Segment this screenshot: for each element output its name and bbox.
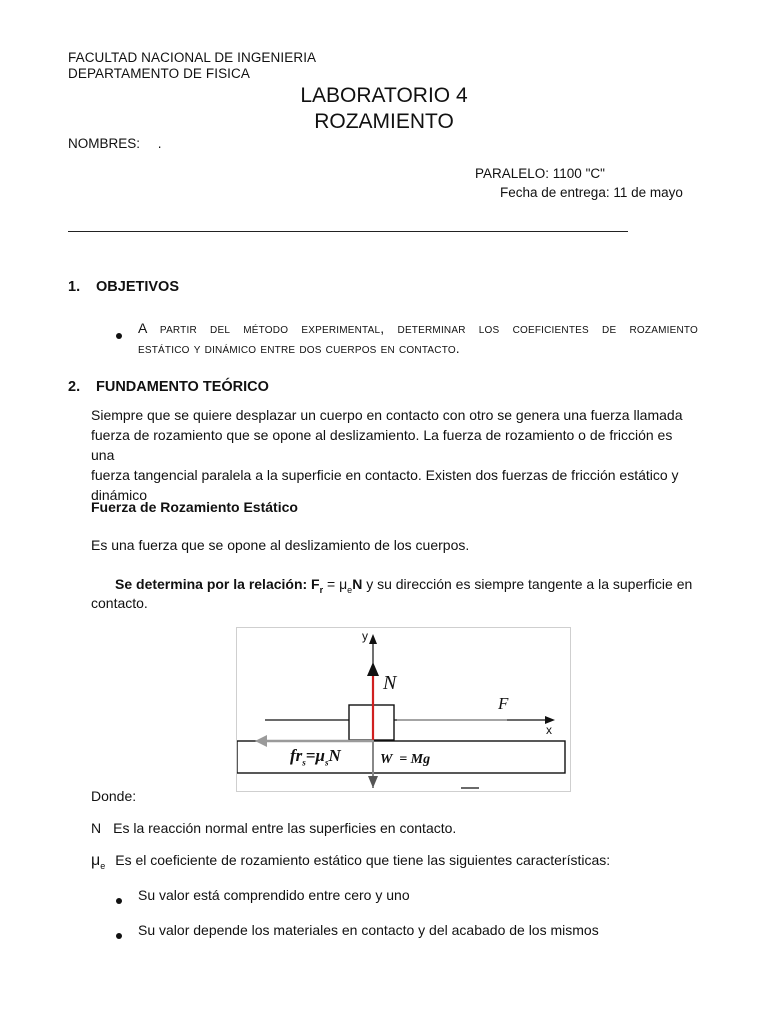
- friction-force-label: [290, 746, 341, 767]
- relation-line-2: contacto.: [91, 595, 148, 611]
- block-body: [349, 705, 394, 740]
- definition-mu: [91, 852, 610, 871]
- n-symbol: N: [91, 820, 102, 836]
- subheading-static-friction: Fuerza de Rozamiento Estático: [91, 499, 298, 515]
- relation-sub-e: e: [347, 584, 353, 595]
- relation-bold: Se determina por la relación: F: [115, 576, 320, 592]
- names-row: [68, 136, 162, 151]
- applied-force-label: F: [498, 694, 509, 713]
- section-number: 2.: [68, 379, 81, 395]
- friction-label-n: N: [328, 746, 341, 765]
- friction-label-sub: s: [302, 757, 306, 768]
- paralelo: PARALELO: 1100 "C": [475, 166, 605, 181]
- friction-label-fr: fr: [290, 746, 303, 765]
- theory-line: Siempre que se quiere desplazar un cuerpo en contacto con otro se genera una fuerza llamada: [91, 407, 683, 423]
- mu-symbol: μ: [91, 852, 101, 869]
- section-number: 1.: [68, 279, 81, 295]
- definition-n: [91, 820, 456, 836]
- x-axis-label: x: [546, 723, 552, 737]
- section-objetivos: [68, 279, 179, 295]
- theory-line: fuerza de rozamiento que se opone al deslizamiento. La fuerza de rozamiento o de fricción es una: [91, 427, 673, 463]
- characteristic-item: Su valor depende los materiales en contacto y del acabado de los mismos: [138, 922, 599, 938]
- header-divider: [68, 231, 628, 232]
- relation-eq: = μ: [323, 576, 348, 592]
- donde-label: Donde:: [91, 788, 137, 804]
- friction-diagram: [236, 627, 571, 792]
- lab-subtitle: ROZAMIENTO: [314, 110, 454, 133]
- relation-n: N: [352, 576, 363, 592]
- objective-line-2: estático y dinámico entre dos cuerpos en contacto.: [138, 340, 460, 356]
- objective-bullet-icon: [116, 326, 122, 344]
- objective-text: [138, 318, 698, 358]
- weight-arrowhead: [368, 776, 378, 788]
- n-text: Es la reacción normal entre las superficies en contacto.: [113, 820, 457, 836]
- faculty-name: FACULTAD NACIONAL DE INGENIERIA: [68, 50, 317, 65]
- objective-line-1: A partir del método experimental, determinar los coeficientes de rozamiento: [138, 320, 698, 336]
- relation-sub-r: r: [319, 584, 324, 595]
- friction-label-sub2: s: [324, 757, 329, 768]
- y-axis-label: y: [362, 629, 368, 643]
- lab-title: LABORATORIO 4: [300, 84, 468, 107]
- theory-line: fuerza tangencial paralela a la superficie en contacto. Existen dos fuerzas de fricción estático y: [91, 467, 679, 483]
- section-title: FUNDAMENTO TEÓRICO: [96, 379, 269, 395]
- names-value: .: [157, 136, 162, 151]
- theory-line: dinámico: [91, 487, 148, 503]
- weight-label: W = Mg: [380, 752, 431, 767]
- bullet-icon: [116, 891, 122, 909]
- friction-label-eq: =μ: [305, 746, 325, 765]
- department-name: DEPARTAMENTO DE FISICA: [68, 66, 250, 81]
- due-date: Fecha de entrega: 11 de mayo: [500, 185, 683, 200]
- characteristic-item: Su valor está comprendido entre cero y uno: [138, 887, 410, 903]
- y-axis-arrowhead: [369, 634, 377, 644]
- names-label: NOMBRES:: [68, 136, 141, 151]
- section-title: OBJETIVOS: [96, 279, 179, 295]
- static-friction-definition: Es una fuerza que se opone al deslizamiento de los cuerpos.: [91, 537, 470, 553]
- theory-paragraph: [91, 405, 699, 505]
- mu-sub: e: [100, 860, 106, 871]
- normal-force-label: N: [383, 672, 397, 694]
- mu-text: Es el coeficiente de rozamiento estático que tiene las siguientes características:: [115, 852, 611, 868]
- bullet-icon: [116, 926, 122, 944]
- relation-rest: y su dirección es siempre tangente a la superficie en: [362, 576, 693, 592]
- relation-line: [115, 574, 692, 600]
- normal-force-arrowhead: [367, 662, 379, 676]
- section-fundamento: [68, 379, 269, 395]
